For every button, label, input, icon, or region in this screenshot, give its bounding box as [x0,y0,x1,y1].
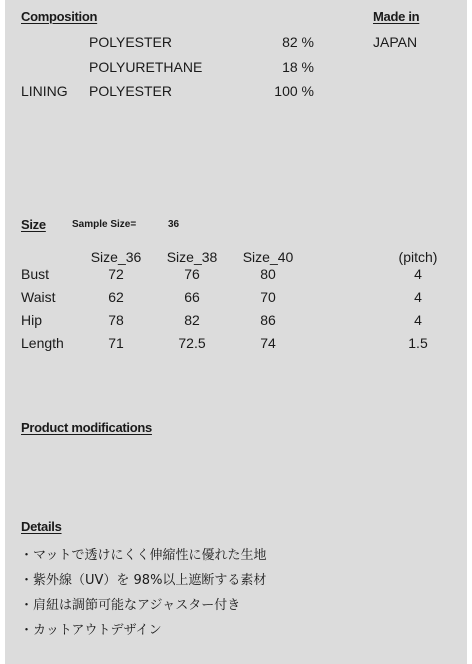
size-row-label: Hip [21,312,43,328]
composition-material: POLYESTER [89,83,172,99]
details-heading: Details [21,519,62,534]
size-cell: 80 [260,266,276,282]
details-item: ・マットで透けにくく伸縮性に優れた生地 [20,548,267,563]
size-cell: 70 [260,289,276,305]
product-modifications-heading: Product modifications [21,420,152,435]
size-row-label: Bust [21,266,50,282]
pitch-cell: 4 [414,289,422,305]
composition-percent: 18 % [282,59,314,75]
size-cell: 72 [108,266,124,282]
size-cell: 71 [108,335,124,351]
pitch-cell: 4 [414,312,422,328]
size-column-header: Size_40 [242,249,294,265]
size-row-label: Length [21,335,64,351]
sample-size-value: 36 [168,219,180,230]
composition-part: LINING [21,83,68,99]
size-column-header: Size_36 [90,249,142,265]
pitch-cell: 1.5 [408,335,428,351]
made-in-heading: Made in [373,9,420,24]
pitch-header: (pitch) [398,249,438,265]
size-cell: 78 [108,312,124,328]
size-cell: 74 [260,335,276,351]
spec-sheet [5,0,467,664]
size-cell: 76 [184,266,200,282]
size-cell: 66 [184,289,200,305]
size-cell: 72.5 [178,335,206,351]
size-column-header: Size_38 [166,249,218,265]
composition-material: POLYURETHANE [89,59,203,75]
composition-material: POLYESTER [89,34,172,50]
details-item: ・紫外線（UV）を 98%以上遮断する素材 [20,573,267,588]
size-cell: 62 [108,289,124,305]
size-heading: Size [21,217,46,232]
size-row-label: Waist [21,289,56,305]
pitch-cell: 4 [414,266,422,282]
composition-percent: 82 % [282,34,314,50]
composition-percent: 100 % [274,83,314,99]
made-in-value: JAPAN [373,34,418,50]
details-item: ・肩紐は調節可能なアジャスター付き [20,598,241,613]
details-item: ・カットアウトデザイン [20,623,162,638]
size-cell: 82 [184,312,200,328]
size-cell: 86 [260,312,276,328]
composition-heading: Composition [21,9,98,24]
sample-size-label: Sample Size= [72,219,137,230]
